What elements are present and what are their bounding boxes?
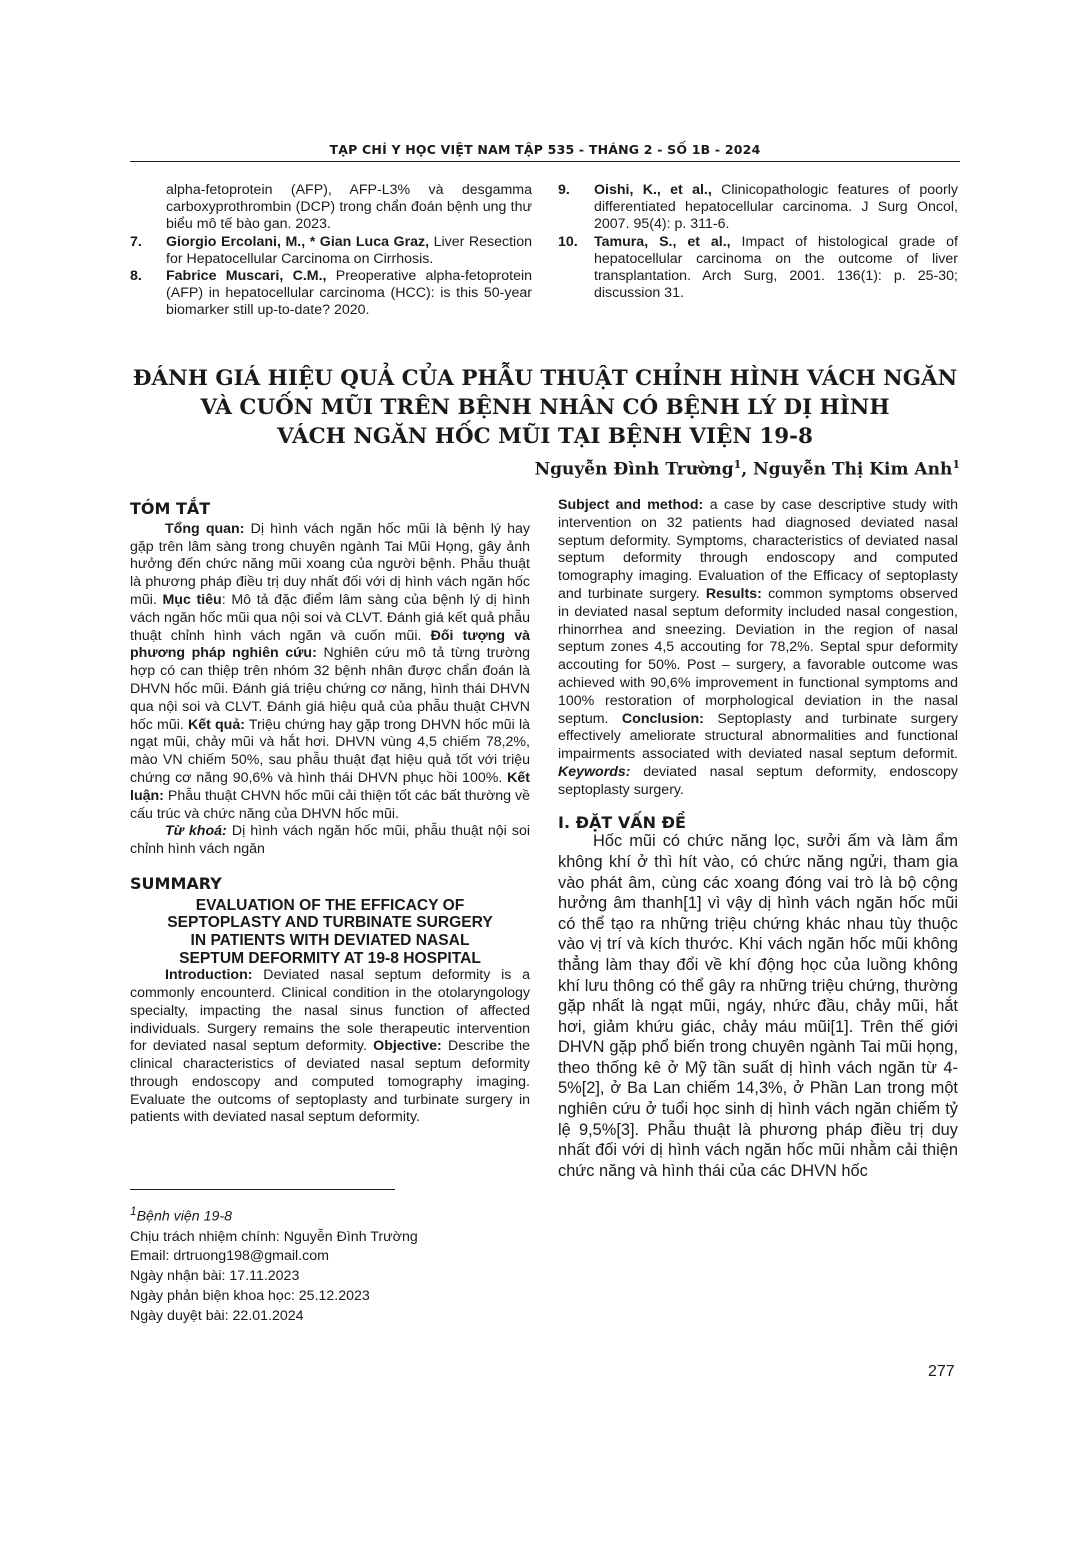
author-name: Nguyễn Đình Trường	[534, 459, 734, 480]
abstract-overview-text: Dị hình vách ngăn hốc mũi là bệnh lý hay gặp trên lâm sàng trong chuyên ngành Tai Mũi Họng, gây ảnh hưởng đến chức năng mũi xoang của người bệnh. Phẫu thuật là phương pháp điều trị duy nhất đối với dị hình vách ngăn hốc mũi.	[130, 520, 530, 608]
abstract-methods-text: Nghiên cứu mô tả từng trường hợp có can thiệp trên nhóm 32 bệnh nhân được chẩn đoán là DHVN hốc mũi. Đánh giá triệu chứng cơ năng, hình thái DHVN qua nội soi và CLVT. Đánh giá hiệu quả của phẫu thuật CHVN hốc mũi.	[130, 645, 530, 733]
abstract-en-intro-label: Introduction:	[165, 967, 253, 984]
reference-continuation-text: alpha-fetoprotein (AFP), AFP-L3% và desgamma carboxyprothrombin (DCP) trong chẩn đoán bệnh ung thư biểu mô tế bào gan. 2023.	[166, 182, 532, 233]
footnotes	[130, 1202, 418, 1327]
abstract-en-subject-label: Subject and method:	[558, 497, 704, 513]
abstract-en-results-text: common symptoms observed in deviated nasal septum deformity included nasal congestion, rhinorrhea and sneezing. Deviation in the region of nasal septum zones 4,5 accouting for 78,2%. Septal spur deformity accouting for 50%. Post – surgery, a favorable outcome was achieved with 90,6% improvement in functional symptoms and 100% restoration of morphological deviation in the nasal septum.	[558, 585, 958, 727]
abstract-en-conclusion-label: Conclusion:	[621, 710, 704, 727]
article-title	[110, 364, 980, 451]
reference-text: Preoperative alpha-fetoprotein (AFP) in hepatocellular carcinoma (HCC): is this 50-year biomarker still up-to-date? 2020.	[166, 268, 532, 319]
reference-authors: Tamura, S., et al.,	[594, 233, 731, 250]
reference-authors: Giorgio Ercolani, M., * Gian Luca Graz,	[166, 233, 430, 250]
header-rule	[130, 161, 960, 162]
abstract-en-objective-label: Objective:	[373, 1038, 442, 1055]
author-affiliation-mark: 1	[952, 458, 960, 471]
abstract-results-label: Kết quả:	[188, 716, 245, 733]
footnote-affiliation	[130, 1202, 418, 1228]
abstract-results-text: Triệu chứng hay gặp trong DHVN hốc mũi là ngạt mũi, chảy mũi và hắt hơi. DHVN vùng 4,5 chiếm 78,2%, mào VN chiếm 50%, sau phẫu thuật đạt hiệu quả tốt với triệu chứng cơ năng 90,6% và hình thái DHVN phục hồi 100%.	[130, 716, 531, 786]
abstract-overview-label: Tổng quan:	[165, 520, 245, 537]
reference-number: 8.	[130, 268, 142, 285]
abstract-conclusion-label: Kết luận:	[130, 769, 530, 804]
reference-number: 9.	[558, 182, 570, 198]
abstract-vi-body	[130, 521, 530, 824]
journal-running-header: TẠP CHÍ Y HỌC VIỆT NAM TẬP 535 - THÁNG 2 - SỐ 1B - 2024	[329, 142, 761, 157]
article-title-line: VÀ CUỐN MŨI TRÊN BỆNH NHÂN CÓ BỆNH LÝ DỊ HÌNH	[200, 395, 890, 420]
footnote-email: Email: drtruong198@gmail.com	[130, 1248, 329, 1265]
reference-text: Clinicopathologic features of poorly differentiated hepatocellular carcinoma. J Surg Oncol, 2007. 95(4): p. 311-6.	[594, 182, 959, 233]
reference-item	[130, 268, 532, 320]
author-list	[535, 458, 960, 480]
article-title-line: ĐÁNH GIÁ HIỆU QUẢ CỦA PHẪU THUẬT CHỈNH HÌNH VÁCH NGĂN	[132, 366, 958, 391]
summary-title-line: IN PATIENTS WITH DEVIATED NASAL	[190, 931, 470, 949]
footnote-affiliation-mark: 1	[130, 1204, 137, 1218]
abstract-vi-heading: TÓM TẮT	[130, 499, 211, 518]
abstract-en-conclusion-text: Septoplasty and turbinate surgery effectively ameliorate structural abnormalities and functional impairments associated with deviated nasal septum deformit.	[558, 710, 958, 763]
summary-title-line: SEPTOPLASTY AND TURBINATE SURGERY	[167, 914, 493, 932]
keywords-vi-label: Từ khoá:	[165, 823, 227, 840]
abstract-en-body-part2	[558, 497, 958, 800]
abstract-vi-keywords	[130, 823, 530, 859]
reference-item	[558, 234, 958, 303]
abstract-en-subject-text: a case by case descriptive study with intervention on 32 patients had diagnosed deviated nasal septum deformity. Symptoms, characteristics of deviated nasal septum deformity through endoscopy and computed tomography imaging. Evaluation of the Efficacy of septoplasty and turbinate surgery.	[558, 497, 958, 602]
reference-number: 10.	[558, 233, 578, 250]
keywords-en-label: Keywords:	[558, 763, 631, 780]
summary-title	[130, 897, 530, 967]
reference-item	[558, 182, 958, 234]
footnote-reviewed-date: Ngày phản biện khoa học: 25.12.2023	[130, 1287, 370, 1304]
abstract-methods-label: Đối tượng và phương pháp nghiên cứu:	[130, 627, 531, 662]
footnote-affiliation-text: Bệnh viện 19-8	[136, 1208, 233, 1225]
introduction-body: Hốc mũi có chức năng lọc, sưởi ấm và làm ẩm không khí ở thì hít vào, có chức năng ngửi, tham gia vào phát âm, cùng các xoang đóng vai trò là bộ cộng hưởng âm thanh[1] vì vậy dị hình vách ngăn hốc mũi có thể tạo ra những triệu chứng khác nhau tùy thuộc vào vị trí và kích thước. Khi vách ngăn hốc mũi không thẳng làm thay đổi về khí động học của luồng không khí lưu thông có thể gây ra những triệu chứng, thường gặp nhất là ngạt mũi, ngáy, nhức đầu, chảy mũi, hắt hơi, giảm khứu giác, chảy máu mũi[1]. Trên thế giới DHVN gặp phổ biến trong chuyên ngành Tai mũi họng, theo thống kê ở Mỹ tần suất dị hình vách ngăn từ 4-5%[2], ở Ba Lan chiếm 14,3%, ở Phần Lan trong một nghiên cứu ở tuổi học sinh dị hình vách ngăn chiếm tỷ lệ 9,5%[3]. Phẫu thuật là phương pháp điều trị duy nhất đối với dị hình vách ngăn hốc mũi nhằm cải thiện chức năng và hình thái của các DHVN hốc	[558, 832, 958, 1180]
footnote-accepted-date: Ngày duyệt bài: 22.01.2024	[130, 1307, 304, 1324]
author-separator: ,	[741, 459, 754, 480]
reference-authors: Oishi, K., et al.,	[594, 182, 712, 198]
abstract-en-results-label: Results:	[705, 585, 762, 602]
reference-item	[130, 234, 532, 268]
article-title-line: VÁCH NGĂN HỐC MŨI TẠI BỆNH VIỆN 19-8	[277, 424, 813, 449]
reference-number: 7.	[130, 233, 142, 250]
page-number: 277	[928, 1363, 955, 1380]
abstract-conclusion-text: Phẫu thuật CHVN hốc mũi cải thiện tốt các bất thường về cấu trúc và chức năng của DHVN hốc mũi.	[130, 787, 530, 822]
keywords-vi-text: Dị hình vách ngăn hốc mũi, phẫu thuật nội soi chỉnh hình vách ngăn	[130, 823, 531, 858]
references-right-column	[558, 182, 958, 302]
left-column	[130, 499, 531, 1126]
introduction-heading: I. ĐẶT VẤN ĐỀ	[558, 812, 686, 832]
author-name: Nguyễn Thị Kim Anh	[753, 459, 953, 480]
abstract-en-objective-text: Describe the clinical characteristics of deviated nasal septum deformity through endoscopy and computed tomography imaging. Evaluate the outcoms of septoplasty and turbinate surgery in patients with deviated nasal septum deformity.	[130, 1038, 530, 1126]
reference-text: Liver Resection for Hepatocellular Carcinoma on Cirrhosis.	[166, 233, 532, 267]
footnote-corresponding-author: Chịu trách nhiệm chính: Nguyễn Đình Trường	[130, 1228, 418, 1245]
author-affiliation-mark: 1	[733, 458, 742, 471]
abstract-aim-text: : Mô tả đặc điểm lâm sàng của bệnh lý dị hình vách ngăn hốc mũi qua nội soi và CLVT. Đánh giá kết quả phẫu thuật chỉnh hình vách ngăn và cuốn mũi.	[130, 591, 531, 644]
footnote-rule	[130, 1189, 395, 1190]
right-column	[558, 497, 958, 1181]
reference-authors: Fabrice Muscari, C.M.,	[166, 268, 327, 285]
abstract-en-body-part1	[130, 967, 530, 1126]
summary-heading: SUMMARY	[130, 873, 222, 893]
summary-title-line: SEPTUM DEFORMITY AT 19-8 HOSPITAL	[179, 949, 481, 967]
references-left-column	[130, 182, 532, 320]
reference-text: Impact of histological grade of hepatocellular carcinoma on the outcome of liver transplantation. Arch Surg, 2001. 136(1): p. 25-30; discussion 31.	[594, 233, 959, 302]
reference-continuation	[130, 182, 532, 234]
abstract-en-intro-text: Deviated nasal septum deformity is a commonly encounterd. Clinical condition in the otolaryngology specialty, impacting the nasal sinus function of affected individuals. Surgery remains the sole therapeutic intervention for deviated nasal septum deformity.	[130, 967, 530, 1055]
keywords-en-text: deviated nasal septum deformity, endoscopy septoplasty surgery.	[558, 763, 958, 798]
abstract-aim-label: Mục tiêu	[162, 591, 222, 608]
footnote-received-date: Ngày nhận bài: 17.11.2023	[130, 1268, 300, 1285]
summary-title-line: EVALUATION OF THE EFFICACY OF	[195, 896, 465, 914]
